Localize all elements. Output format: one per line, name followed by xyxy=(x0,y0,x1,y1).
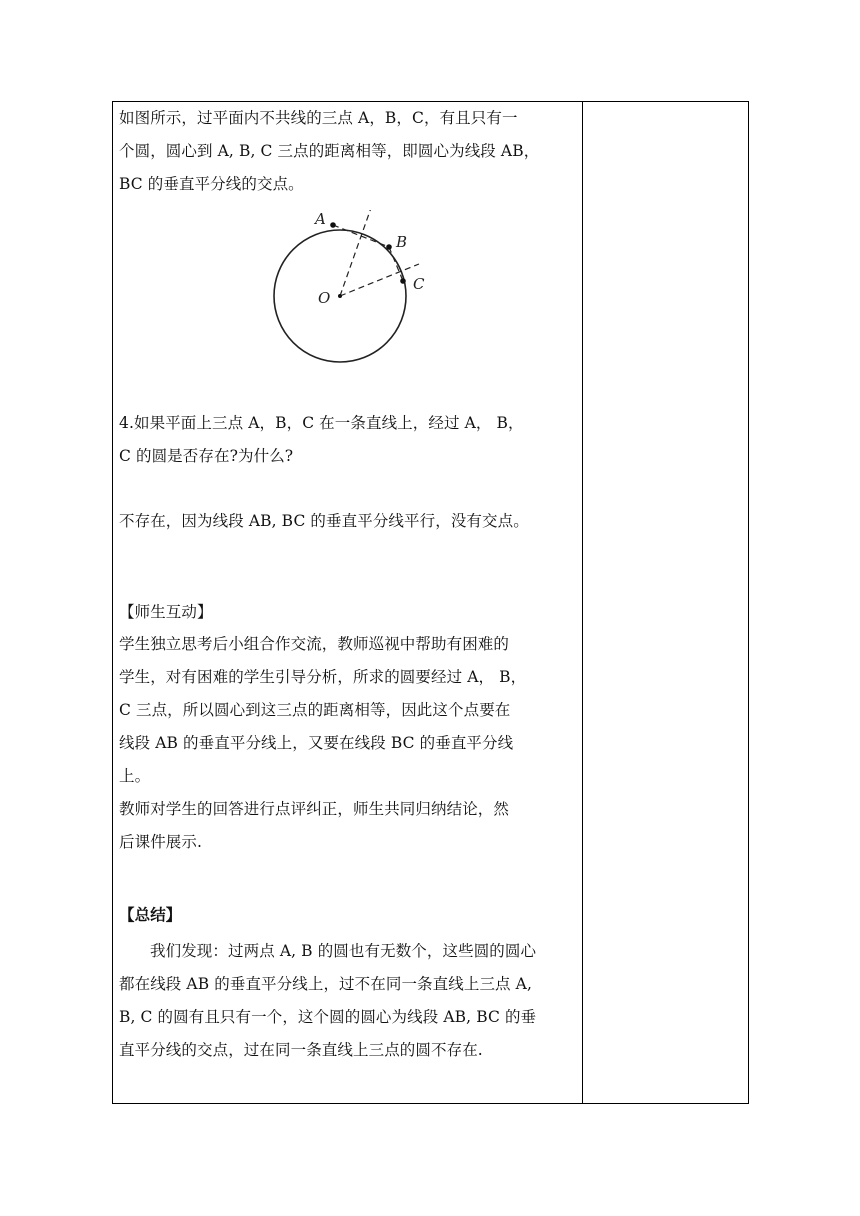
question-line-1: 4.如果平面上三点 A，B，C 在一条直线上，经过 A， B， xyxy=(119,414,524,432)
interaction-line-3: C 三点，所以圆心到这三点的距离相等，因此这个点要在 xyxy=(119,701,511,719)
interaction-line-7: 后课件展示. xyxy=(119,833,203,851)
point-b xyxy=(386,244,392,250)
perpendicular-bisector-bc xyxy=(340,264,419,296)
intro-line-1: 如图所示，过平面内不共线的三点 A，B，C，有且只有一 xyxy=(119,109,518,127)
label-b: B xyxy=(396,233,408,251)
answer-text: 不存在，因为线段 AB, BC 的垂直平分线平行，没有交点。 xyxy=(119,512,529,530)
summary-line-3: B, C 的圆有且只有一个，这个圆的圆心为线段 AB, BC 的垂 xyxy=(119,1008,537,1026)
summary-line-4: 直平分线的交点，过在同一条直线上三点的圆不存在. xyxy=(119,1041,483,1059)
point-a xyxy=(330,222,336,228)
label-c: C xyxy=(413,275,425,293)
lesson-table xyxy=(112,101,749,1104)
interaction-line-4: 线段 AB 的垂直平分线上，又要在线段 BC 的垂直平分线 xyxy=(119,734,514,752)
point-o xyxy=(338,294,342,298)
intro-line-2: 个圆，圆心到 A, B, C 三点的距离相等，即圆心为线段 AB， xyxy=(119,142,540,160)
segment-ab xyxy=(333,225,389,247)
summary-heading: 【总结】 xyxy=(119,905,182,924)
label-o: O xyxy=(318,289,331,307)
interaction-line-6: 教师对学生的回答进行点评纠正，师生共同归纳结论，然 xyxy=(119,800,510,818)
interaction-line-5: 上。 xyxy=(119,767,151,785)
circle-figure xyxy=(269,210,449,370)
summary-line-1: 我们发现：过两点 A, B 的圆也有无数个，这些圆的圆心 xyxy=(150,942,537,960)
intro-line-3: BC 的垂直平分线的交点。 xyxy=(119,175,304,193)
label-a: A xyxy=(315,210,326,228)
point-c xyxy=(400,278,406,284)
interaction-line-2: 学生，对有困难的学生引导分析，所求的圆要经过 A， B， xyxy=(119,668,527,686)
question-line-2: C 的圆是否存在?为什么? xyxy=(119,447,294,465)
perpendicular-bisector-ab xyxy=(340,210,371,296)
interaction-heading: 【师生互动】 xyxy=(119,603,213,621)
summary-line-2: 都在线段 AB 的垂直平分线上，过不在同一条直线上三点 A, xyxy=(119,975,532,993)
interaction-line-1: 学生独立思考后小组合作交流，教师巡视中帮助有困难的 xyxy=(119,635,510,653)
